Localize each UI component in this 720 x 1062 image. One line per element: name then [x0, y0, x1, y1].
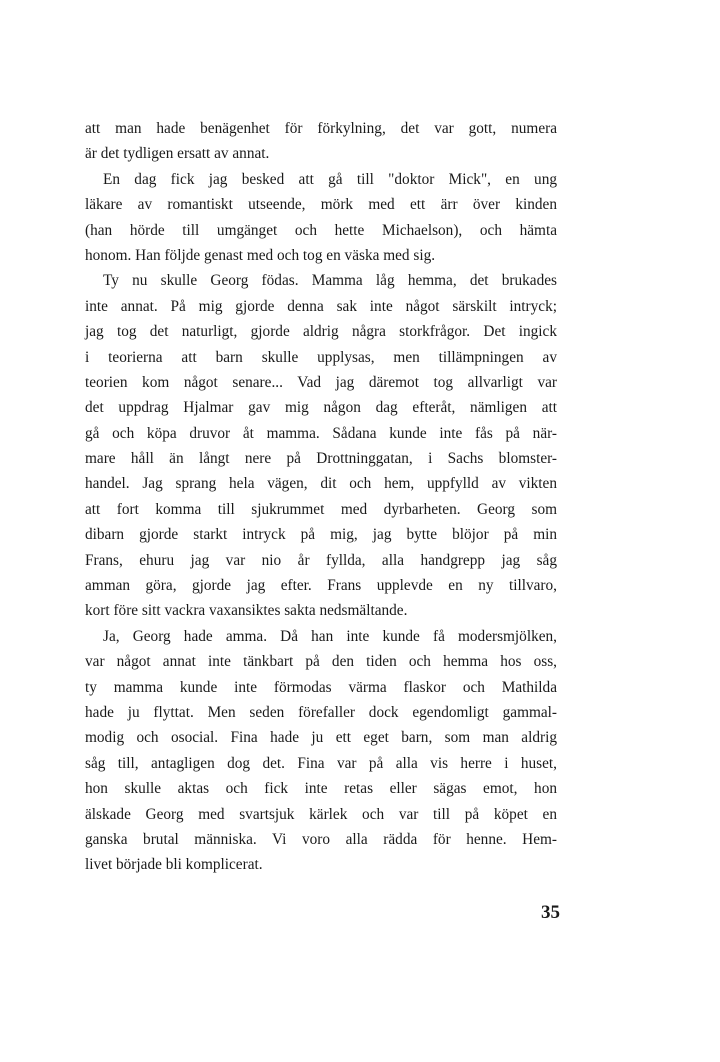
text-line: att fort komma till sjukrummet med dyrbarheten. Georg som: [85, 500, 557, 518]
text-line: Ja, Georg hade amma. Då han inte kunde få modersmjölken,: [103, 627, 557, 645]
text-line: läkare av romantiskt utseende, mörk med ett ärr över kinden: [85, 196, 557, 214]
text-line: att man hade benägenhet för förkylning, det var gott, numera: [85, 120, 557, 137]
text-line: hade ju flyttat. Men seden förefaller dock egendomligt gammal-: [85, 703, 557, 721]
text-line: En dag fick jag besked att gå till "doktor Mick", en ung: [103, 170, 557, 188]
text-line: var något annat inte tänkbart på den tiden och hemma hos oss,: [85, 653, 557, 671]
text-line: inte annat. På mig gjorde denna sak inte något särskilt intryck;: [85, 297, 557, 315]
text-line: Frans, ehuru jag var nio år fyllda, alla handgrepp jag såg: [85, 551, 557, 569]
text-line: Ty nu skulle Georg födas. Mamma låg hemma, det brukades: [103, 272, 557, 290]
text-line: älskade Georg med svartsjuk kärlek och var till på köpet en: [85, 805, 557, 823]
text-line: är det tydligen ersatt av annat.: [85, 145, 270, 163]
text-line: ganska brutal människa. Vi voro alla rädda för henne. Hem-: [85, 830, 557, 848]
text-line: (han hörde till umgänget och hette Michaelson), och hämta: [85, 221, 557, 239]
text-line: ty mamma kunde inte förmodas värma flaskor och Mathilda: [85, 678, 557, 696]
body-text: [85, 116, 557, 878]
text-line: dibarn gjorde starkt intryck på mig, jag bytte blöjor på min: [85, 526, 557, 544]
page-number: 35: [541, 902, 560, 923]
text-line: gå och köpa druvor åt mamma. Sådana kunde inte fås på när-: [85, 424, 557, 442]
text-line: i teorierna att barn skulle upplysas, men tillämpningen av: [85, 348, 557, 366]
text-line: livet började bli komplicerat.: [85, 856, 263, 874]
text-line: amman göra, gjorde jag efter. Frans upplevde en ny tillvaro,: [85, 577, 557, 595]
text-line: det uppdrag Hjalmar gav mig någon dag efteråt, nämligen att: [85, 399, 557, 417]
text-line: modig och osocial. Fina hade ju ett eget barn, som man aldrig: [85, 729, 557, 747]
text-line: handel. Jag sprang hela vägen, dit och hem, uppfylld av vikten: [85, 475, 557, 493]
text-line: mare håll än långt nere på Drottninggatan, i Sachs blomster-: [85, 450, 557, 468]
text-line: jag tog det naturligt, gjorde aldrig några storkfrågor. Det ingick: [85, 323, 557, 341]
text-line: teorien kom något senare... Vad jag däremot tog allvarligt var: [85, 373, 557, 391]
text-line: hon skulle aktas och fick inte retas eller sägas emot, hon: [85, 780, 557, 798]
text-line: honom. Han följde genast med och tog en väska med sig.: [85, 246, 436, 264]
text-line: såg till, antagligen dog det. Fina var på alla vis herre i huset,: [85, 754, 557, 772]
text-line: kort före sitt vackra vaxansiktes sakta nedsmältande.: [85, 602, 408, 620]
